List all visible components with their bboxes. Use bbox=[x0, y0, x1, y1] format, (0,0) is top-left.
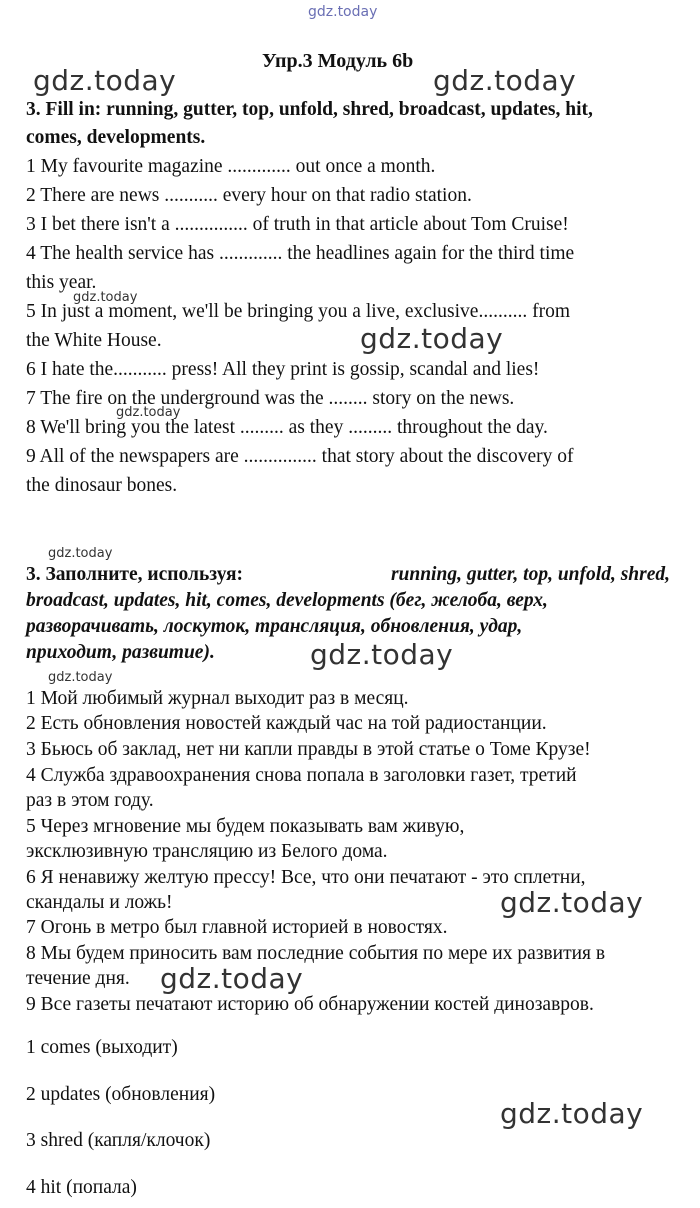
watermark: gdz.today bbox=[116, 405, 181, 420]
russian-instruction-line1 bbox=[26, 563, 670, 587]
answer-item: 1 comes (выходит) bbox=[26, 1037, 178, 1058]
russian-instruction-lead: 3. Заполните, используя: bbox=[26, 564, 244, 585]
watermark: gdz.today bbox=[433, 64, 577, 97]
english-line: 3 I bet there isn't a ............... of truth in that article about Tom Cruise! bbox=[26, 214, 569, 235]
russian-line: 5 Через мгновение мы будем показывать вам живую, bbox=[26, 816, 465, 837]
page-title: Упр.3 Модуль 6b bbox=[262, 50, 414, 72]
english-line: 5 In just a moment, we'll be bringing you a live, exclusive.......... from bbox=[26, 301, 570, 322]
russian-instruction-line4: приходит, развитие). bbox=[26, 642, 215, 663]
watermark: gdz.today bbox=[48, 546, 113, 561]
english-line: 6 I hate the........... press! All they print is gossip, scandal and lies! bbox=[26, 359, 540, 380]
watermark-top: gdz.today bbox=[308, 4, 378, 20]
russian-instruction-line2: broadcast, updates, hit, comes, developments (бег, желоба, верх, bbox=[26, 590, 548, 611]
answer-item: 3 shred (капля/клочок) bbox=[26, 1130, 211, 1151]
watermark: gdz.today bbox=[48, 670, 113, 685]
english-line: the White House. bbox=[26, 330, 162, 351]
watermark: gdz.today bbox=[360, 322, 504, 355]
russian-line: раз в этом году. bbox=[26, 790, 154, 811]
russian-line: скандалы и ложь! bbox=[26, 892, 173, 913]
russian-instruction-words: running, gutter, top, unfold, shred, bbox=[390, 564, 670, 585]
watermark: gdz.today bbox=[73, 290, 138, 305]
english-line: this year. bbox=[26, 272, 97, 293]
watermark: gdz.today bbox=[33, 64, 177, 97]
watermark: gdz.today bbox=[310, 638, 454, 671]
russian-line: течение дня. bbox=[26, 968, 130, 989]
english-instruction-line2: comes, developments. bbox=[26, 127, 206, 148]
watermark: gdz.today bbox=[500, 1097, 644, 1130]
english-line: 9 All of the newspapers are ............... that story about the discovery of bbox=[26, 446, 574, 467]
russian-line: 9 Все газеты печатают историю об обнаружении костей динозавров. bbox=[26, 994, 594, 1015]
english-line: the dinosaur bones. bbox=[26, 475, 178, 496]
russian-line: 4 Служба здравоохранения снова попала в заголовки газет, третий bbox=[26, 765, 577, 786]
answer-item: 2 updates (обновления) bbox=[26, 1084, 216, 1105]
english-line: 1 My favourite magazine ............. out once a month. bbox=[26, 156, 436, 177]
russian-line: 8 Мы будем приносить вам последние события по мере их развития в bbox=[26, 943, 606, 964]
watermark: gdz.today bbox=[160, 962, 304, 995]
english-line: 2 There are news ........... every hour on that radio station. bbox=[26, 185, 472, 206]
english-line: 8 We'll bring you the latest ......... as they ......... throughout the day. bbox=[26, 417, 548, 438]
russian-line: 2 Есть обновления новостей каждый час на той радиостанции. bbox=[26, 713, 547, 734]
english-line: 7 The fire on the underground was the ........ story on the news. bbox=[26, 388, 515, 409]
russian-instruction-line3: разворачивать, лоскуток, трансляция, обновления, удар, bbox=[26, 616, 523, 637]
english-instruction-line1: 3. Fill in: running, gutter, top, unfold, shred, broadcast, updates, hit, bbox=[26, 99, 593, 120]
russian-line: 7 Огонь в метро был главной историей в новостях. bbox=[26, 917, 448, 938]
russian-line: 3 Бьюсь об заклад, нет ни капли правды в этой статье о Томе Крузе! bbox=[26, 739, 591, 760]
russian-line: эксклюзивную трансляцию из Белого дома. bbox=[26, 841, 388, 862]
answer-item: 4 hit (попала) bbox=[26, 1177, 137, 1198]
russian-line: 6 Я ненавижу желтую прессу! Все, что они печатают - это сплетни, bbox=[26, 867, 586, 888]
watermark: gdz.today bbox=[500, 886, 644, 919]
russian-line: 1 Мой любимый журнал выходит раз в месяц. bbox=[26, 688, 409, 709]
english-line: 4 The health service has ............. the headlines again for the third time bbox=[26, 243, 575, 264]
